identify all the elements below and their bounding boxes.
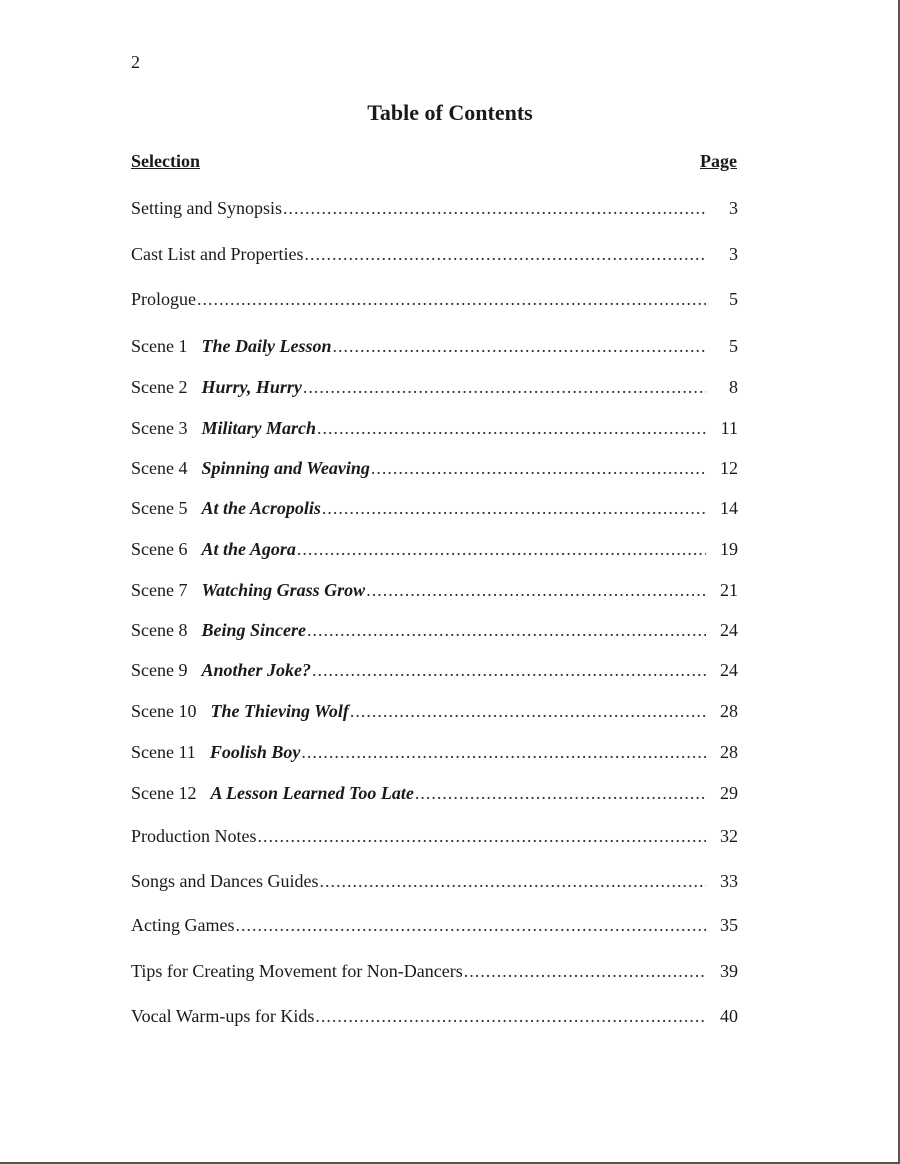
page-ref: 39 [720, 961, 738, 981]
toc-entry [131, 336, 738, 357]
page-ref: 3 [729, 244, 738, 264]
scene-title: Being Sincere [201, 620, 306, 640]
toc-entry [131, 418, 738, 439]
scene-number: Scene 3 [131, 418, 188, 438]
page-ref: 33 [720, 871, 738, 891]
section-label: Prologue [131, 289, 196, 309]
page-ref: 11 [720, 418, 738, 438]
dot-leader [235, 915, 706, 936]
page-ref: 19 [720, 539, 738, 559]
scene-title: Spinning and Weaving [201, 458, 370, 478]
scene-number: Scene 7 [131, 580, 188, 600]
toc-entry [131, 539, 738, 560]
toc-entry [131, 742, 738, 763]
scene-title: Hurry, Hurry [201, 377, 302, 397]
scene-title: Foolish Boy [209, 742, 301, 762]
section-label: Cast List and Properties [131, 244, 304, 264]
page-ref: 24 [720, 660, 738, 680]
dot-leader [307, 620, 706, 641]
toc-entry [131, 289, 738, 310]
section-label: Production Notes [131, 826, 257, 846]
dot-leader [317, 418, 706, 439]
selection-header: Selection [131, 151, 200, 171]
page-ref: 40 [720, 1006, 738, 1026]
dot-leader [332, 336, 706, 357]
dot-leader [350, 701, 706, 722]
scene-title: Another Joke? [201, 660, 311, 680]
dot-leader [197, 289, 706, 310]
dot-leader [415, 783, 706, 804]
toc-entry [131, 783, 738, 804]
scene-number: Scene 10 [131, 701, 197, 721]
page-ref: 14 [720, 498, 738, 518]
dot-leader [297, 539, 706, 560]
dot-leader [322, 498, 706, 519]
section-label: Vocal Warm-ups for Kids [131, 1006, 315, 1026]
page-ref: 8 [729, 377, 738, 397]
scene-number: Scene 6 [131, 539, 188, 559]
page-ref: 28 [720, 701, 738, 721]
scene-number: Scene 2 [131, 377, 188, 397]
dot-leader [312, 660, 706, 681]
scene-title: At the Acropolis [201, 498, 321, 518]
scene-title: The Thieving Wolf [210, 701, 349, 721]
scene-number: Scene 5 [131, 498, 188, 518]
page-ref: 28 [720, 742, 738, 762]
dot-leader [464, 961, 706, 982]
dot-leader [303, 377, 706, 398]
toc-entry [131, 826, 738, 847]
dot-leader [258, 826, 707, 847]
toc-entry [131, 660, 738, 681]
toc-entry [131, 498, 738, 519]
page-ref: 3 [729, 198, 738, 218]
toc-title: Table of Contents [367, 100, 533, 125]
toc-entry [131, 620, 738, 641]
page-ref: 5 [729, 289, 738, 309]
page-ref: 35 [720, 915, 738, 935]
page-ref: 24 [720, 620, 738, 640]
dot-leader [301, 742, 706, 763]
scene-number: Scene 8 [131, 620, 188, 640]
dot-leader [283, 198, 706, 219]
toc-entry [131, 871, 738, 892]
section-label: Tips for Creating Movement for Non-Dancers [131, 961, 463, 981]
dot-leader [319, 871, 706, 892]
toc-entry [131, 701, 738, 722]
scene-number: Scene 11 [131, 742, 196, 762]
scene-number: Scene 9 [131, 660, 188, 680]
page-ref: 12 [720, 458, 738, 478]
scene-title: Watching Grass Grow [201, 580, 366, 600]
scene-title: A Lesson Learned Too Late [210, 783, 414, 803]
page-ref: 29 [720, 783, 738, 803]
toc-entry [131, 580, 738, 601]
toc-entry [131, 458, 738, 479]
dot-leader [366, 580, 706, 601]
scene-number: Scene 1 [131, 336, 188, 356]
toc-entry [131, 377, 738, 398]
page-number: 2 [131, 52, 140, 72]
toc-entry [131, 915, 738, 936]
scene-number: Scene 4 [131, 458, 188, 478]
scene-number: Scene 12 [131, 783, 197, 803]
section-label: Setting and Synopsis [131, 198, 283, 218]
dot-leader [371, 458, 706, 479]
scene-title: The Daily Lesson [201, 336, 332, 356]
dot-leader [315, 1006, 706, 1027]
toc-entry [131, 244, 738, 265]
scene-title: At the Agora [201, 539, 296, 559]
page-ref: 5 [729, 336, 738, 356]
dot-leader [304, 244, 706, 265]
toc-entry [131, 961, 738, 982]
page-ref: 21 [720, 580, 738, 600]
page-header: Page [700, 151, 737, 171]
scene-title: Military March [201, 418, 316, 438]
section-label: Acting Games [131, 915, 235, 935]
toc-entry [131, 198, 738, 219]
page-ref: 32 [720, 826, 738, 846]
section-label: Songs and Dances Guides [131, 871, 319, 891]
toc-entry [131, 1006, 738, 1027]
